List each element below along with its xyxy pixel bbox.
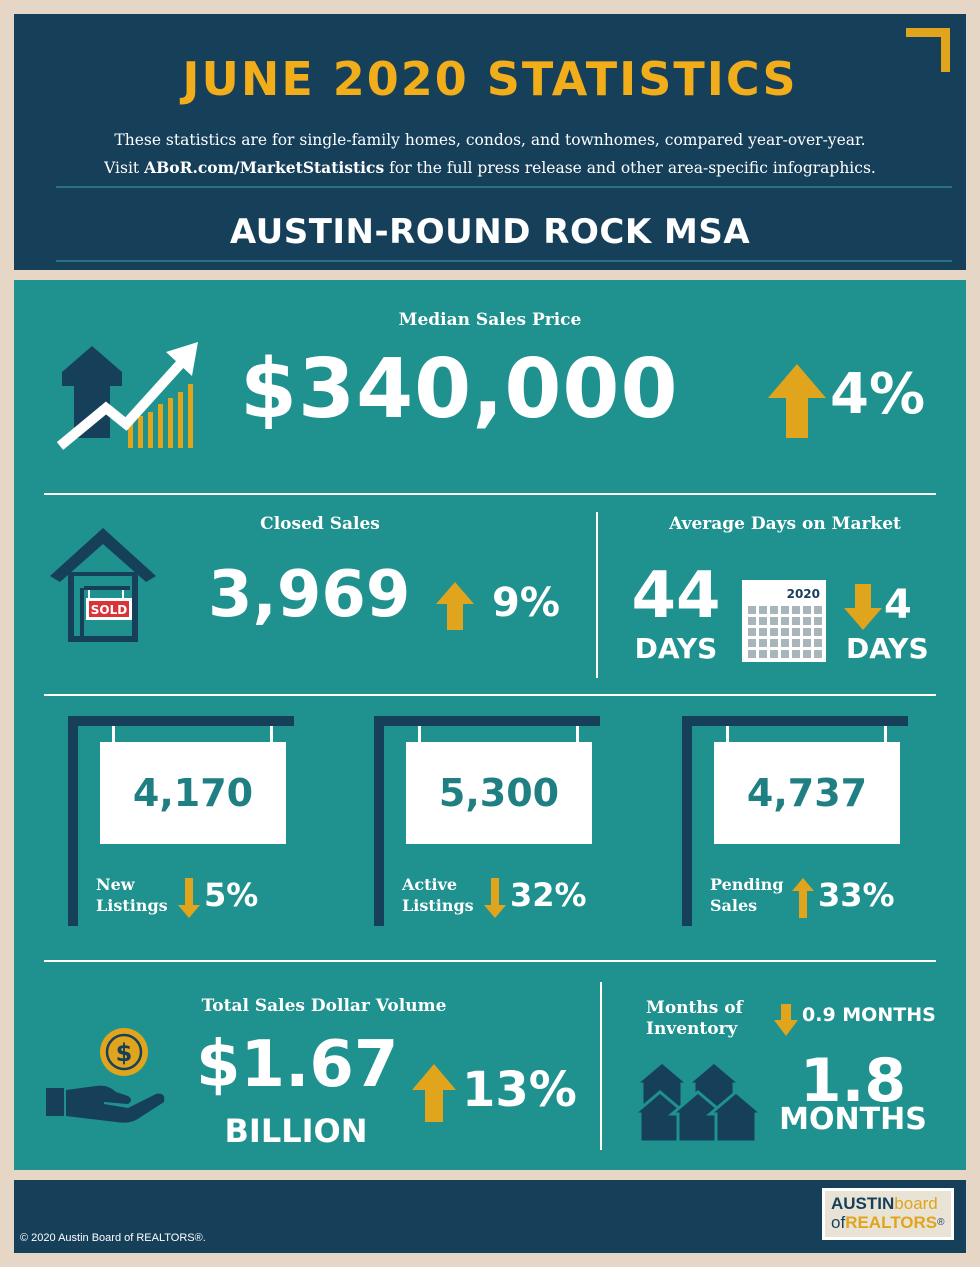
sold-house-icon [48, 524, 158, 644]
median-price-label: Median Sales Price [398, 310, 582, 330]
calendar-cell [781, 606, 789, 614]
inventory-label-line-1: Months of [646, 998, 743, 1018]
divider-1 [44, 493, 936, 495]
page-title: JUNE 2020 STATISTICS [182, 52, 798, 106]
sign-post [68, 716, 78, 926]
dollar-volume-value: $1.67 [196, 1028, 399, 1102]
median-price-up-arrow-icon [768, 364, 826, 438]
calendar-cell [748, 628, 756, 636]
median-price-value: $340,000 [240, 342, 679, 437]
header-description [14, 126, 966, 182]
calendar-cell [770, 639, 778, 647]
sign-post [682, 716, 692, 926]
new-listings-value: 4,170 [100, 742, 286, 844]
calendar-cell [748, 606, 756, 614]
sign-post [374, 716, 384, 926]
calendar-cell [814, 650, 822, 658]
days-on-market-label: Average Days on Market [669, 514, 901, 534]
median-price-change: 4% [830, 362, 926, 427]
logo-line-2: ofREALTORS® [831, 1213, 945, 1232]
label-line-1: Active [402, 875, 458, 894]
hand-coin-icon [44, 1026, 168, 1130]
sign-arm [68, 716, 294, 726]
inventory-change: 0.9 MONTHS [802, 1004, 936, 1026]
calendar-cell [792, 639, 800, 647]
dollar-volume-change: 13% [462, 1062, 577, 1118]
calendar-cell [814, 628, 822, 636]
calendar-icon [742, 580, 826, 662]
calendar-cell [803, 650, 811, 658]
calendar-cell [770, 650, 778, 658]
closed-sales-change: 9% [492, 580, 560, 626]
active-listings-down-arrow-icon [484, 878, 506, 918]
closed-sales-up-arrow-icon [436, 582, 474, 630]
coin-symbol: $ [115, 1039, 133, 1067]
header-panel [14, 14, 966, 270]
calendar-cell [803, 628, 811, 636]
inventory-down-arrow-icon [774, 1004, 798, 1036]
calendar-cell [792, 650, 800, 658]
inventory-label-line-2: Inventory [646, 1019, 738, 1039]
label-line-1: Pending [710, 875, 784, 894]
divider-vertical-2 [600, 982, 602, 1150]
label-line-2: Listings [96, 896, 168, 915]
days-on-market-down-arrow-icon [844, 584, 882, 630]
divider-vertical-1 [596, 512, 598, 678]
new-listings-change: 5% [204, 876, 259, 914]
active-listings-value: 5,300 [406, 742, 592, 844]
calendar-cell [759, 650, 767, 658]
calendar-cell [781, 650, 789, 658]
calendar-cell [748, 639, 756, 647]
logo-line-1: AUSTINboard [831, 1194, 938, 1213]
copyright-text: © 2020 Austin Board of REALTORS®. [20, 1232, 206, 1244]
calendar-cell [814, 639, 822, 647]
label-line-2: Listings [402, 896, 474, 915]
label-line-1: New [96, 875, 135, 894]
divider-3 [44, 960, 936, 962]
calendar-cell [781, 617, 789, 625]
calendar-cell [803, 639, 811, 647]
inventory-unit: MONTHS [779, 1102, 927, 1137]
calendar-cell [792, 628, 800, 636]
calendar-cell [781, 628, 789, 636]
sign-arm [374, 716, 600, 726]
closed-sales-label: Closed Sales [260, 514, 380, 534]
calendar-cell [781, 639, 789, 647]
active-listings-change: 32% [510, 876, 587, 914]
calendar-cell [803, 606, 811, 614]
market-statistics-link[interactable]: ABoR.com/MarketStatistics [144, 158, 385, 177]
calendar-cell [748, 650, 756, 658]
dollar-volume-unit: BILLION [224, 1112, 368, 1150]
calendar-cell [814, 606, 822, 614]
description-line-2 [14, 154, 966, 182]
dollar-volume-label: Total Sales Dollar Volume [201, 996, 447, 1016]
header-divider-bottom [56, 260, 952, 262]
calendar-cell [792, 606, 800, 614]
inventory-value: 1.8 [799, 1046, 907, 1116]
calendar-cell [770, 606, 778, 614]
new-listings-label [96, 874, 168, 916]
closed-sales-value: 3,969 [208, 558, 411, 632]
sold-sign-text: SOLD [90, 603, 128, 617]
inventory-label [646, 998, 743, 1040]
days-on-market-change: 4 [884, 582, 912, 628]
calendar-cell [759, 628, 767, 636]
divider-2 [44, 694, 936, 696]
pending-sales-up-arrow-icon [792, 878, 814, 918]
description-rest: for the full press release and other area-specific infographics. [389, 159, 876, 177]
label-line-2: Sales [710, 896, 758, 915]
calendar-cell [748, 617, 756, 625]
calendar-cell [803, 617, 811, 625]
pending-sales-value: 4,737 [714, 742, 900, 844]
calendar-cell [759, 606, 767, 614]
description-line-1: These statistics are for single-family homes, condos, and townhomes, compared year-over-year. [114, 131, 866, 149]
calendar-cell [759, 639, 767, 647]
pending-sales-change: 33% [818, 876, 895, 914]
calendar-cell [770, 628, 778, 636]
days-on-market-change-unit: DAYS [846, 632, 929, 665]
new-listings-down-arrow-icon [178, 878, 200, 918]
calendar-cell [759, 617, 767, 625]
statistics-panel [14, 280, 966, 1170]
calendar-cell [814, 617, 822, 625]
house-growth-chart-icon [54, 338, 204, 450]
calendar-cell [770, 617, 778, 625]
pending-sales-label [710, 874, 784, 916]
active-listings-label [402, 874, 474, 916]
calendar-cell [792, 617, 800, 625]
days-on-market-value: 44 [631, 559, 721, 633]
header-divider-top [56, 186, 952, 188]
abor-logo[interactable] [822, 1188, 954, 1240]
days-on-market-unit: DAYS [634, 632, 718, 665]
dollar-volume-up-arrow-icon [412, 1064, 456, 1122]
calendar-year: 2020 [786, 587, 820, 601]
region-title: AUSTIN-ROUND ROCK MSA [229, 212, 751, 252]
sign-arm [682, 716, 908, 726]
houses-icon [632, 1058, 764, 1144]
visit-text: Visit [104, 159, 140, 177]
